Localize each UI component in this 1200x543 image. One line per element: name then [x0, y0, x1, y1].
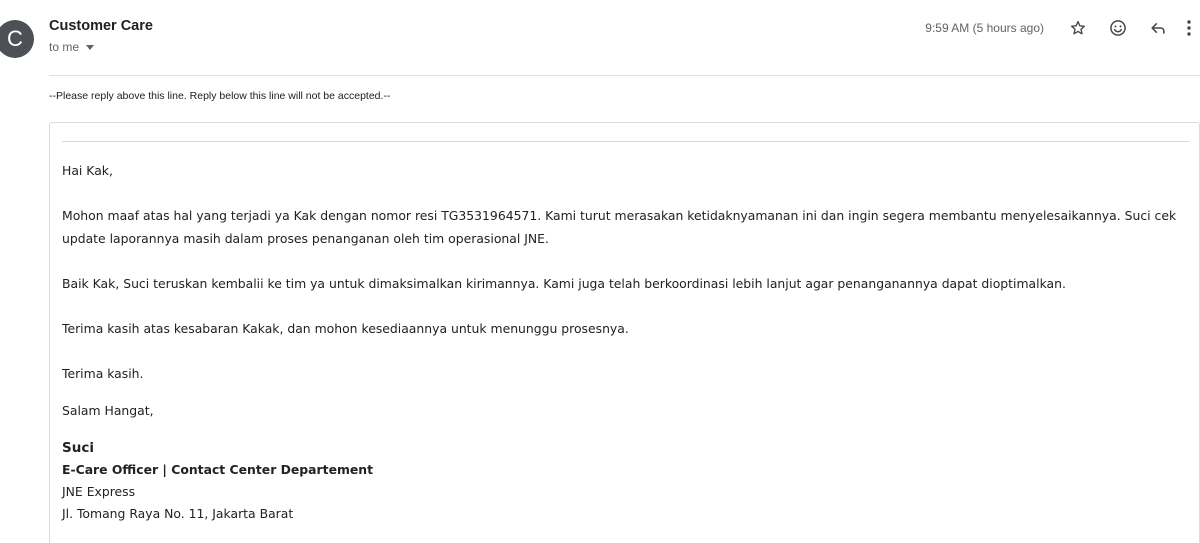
- emoji-icon[interactable]: [1098, 16, 1138, 40]
- message-body-container: [49, 122, 1200, 543]
- star-icon[interactable]: [1058, 16, 1098, 40]
- signature-company: JNE Express: [62, 484, 136, 499]
- greeting-text: Hai Kak,: [62, 163, 113, 178]
- message-top-rule: [62, 141, 1189, 142]
- reply-notice: --Please reply above this line. Reply below this line will not be accepted.--: [49, 90, 391, 102]
- regards-text: Salam Hangat,: [62, 403, 154, 418]
- message-actions: [925, 16, 1200, 40]
- sender-avatar[interactable]: C: [0, 20, 34, 58]
- dropdown-caret-icon: [86, 45, 94, 50]
- signature-title: E-Care Officer | Contact Center Departement: [62, 462, 374, 477]
- body-paragraph-1: Mohon maaf atas hal yang terjadi ya Kak dengan nomor resi TG3531964571. Kami turut merasakan ketidaknyamanan ini dan ingin segera membantu menyelesaikannya. Suci cek update laporannya masih dalam proses penanganan oleh tim operasional JNE.: [62, 208, 1177, 246]
- recipient-details-toggle[interactable]: [49, 40, 94, 54]
- body-paragraph-2: Baik Kak, Suci teruskan kembalii ke tim ya untuk dimaksimalkan kirimannya. Kami juga telah berkoordinasi lebih lanjut agar penanganannya dapat dioptimalkan.: [62, 276, 1066, 291]
- recipient-label: to me: [49, 40, 80, 54]
- signature-name: Suci: [62, 440, 94, 456]
- reply-icon[interactable]: [1138, 16, 1178, 40]
- thanks-text: Terima kasih.: [62, 366, 144, 381]
- message-body: [62, 159, 1191, 525]
- message-timestamp: 9:59 AM (5 hours ago): [925, 21, 1044, 35]
- body-paragraph-3: Terima kasih atas kesabaran Kakak, dan mohon kesediaannya untuk menunggu prosesnya.: [62, 321, 629, 336]
- header-divider: [49, 75, 1200, 76]
- sender-name[interactable]: Customer Care: [49, 18, 153, 34]
- more-vert-icon[interactable]: [1178, 16, 1200, 40]
- signature-address: Jl. Tomang Raya No. 11, Jakarta Barat: [62, 506, 294, 521]
